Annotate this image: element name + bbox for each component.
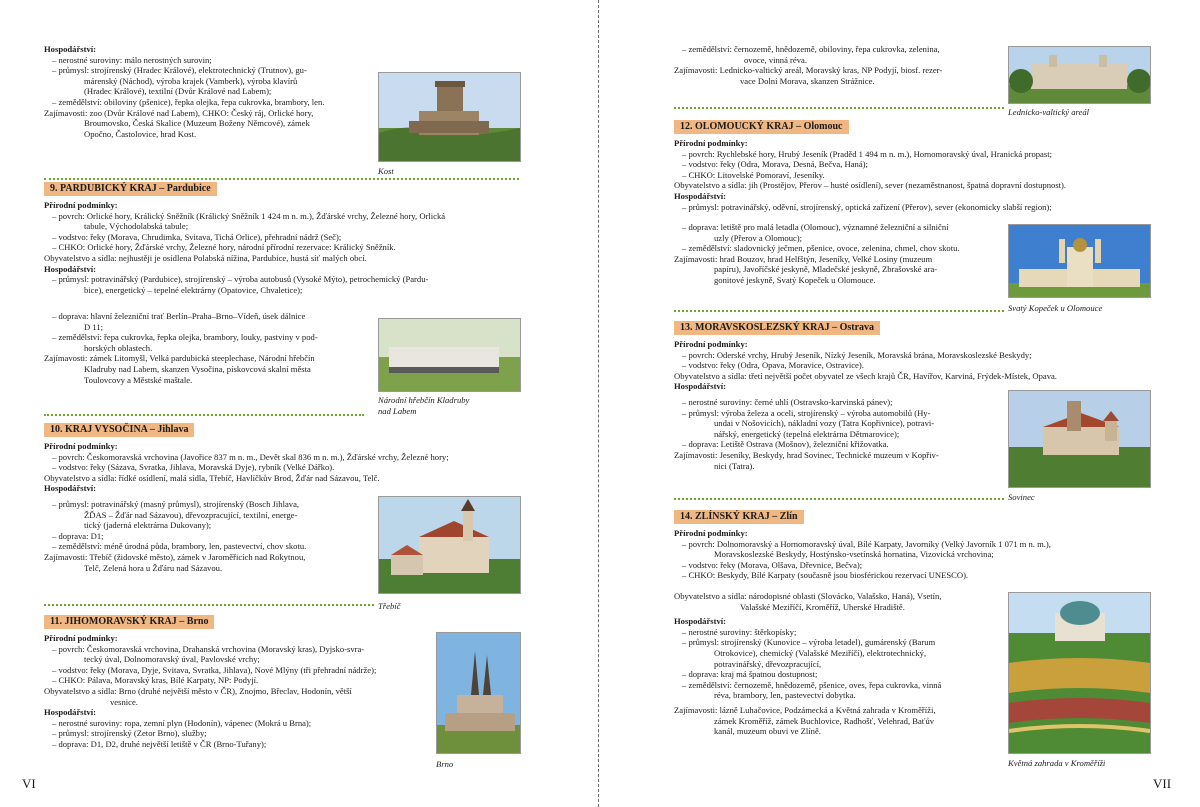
text-line: – vodstvo: řeky (Sázava, Svratka, Jihlava, Moravská Dyje), rybník (Velké Dářko). xyxy=(52,462,335,473)
text-line: Zajímavosti: Lednicko-valtický areál, Moravský kras, NP Podyjí, biosf. rezer- xyxy=(674,65,943,76)
page-gutter xyxy=(598,0,600,807)
section-label: Hospodářství: xyxy=(674,381,727,392)
text-line: – povrch: Českomoravská vrchovina, Drahanská vrchovina (Moravský kras), Dyjsko-svra- xyxy=(52,643,365,654)
photo-lednice xyxy=(1008,46,1151,104)
text-line: – zemědělství: méně úrodná půda, brambory, len, pastevectví, chov skotu. xyxy=(52,541,307,552)
jm-continuation xyxy=(674,44,1004,86)
text-line: Zajímavosti: zoo (Dvůr Králové nad Labem), CHKO: Český ráj, Orlické hory, xyxy=(44,107,314,118)
text-line: – vodstvo: řeky (Odra, Opava, Moravice, Ostravice). xyxy=(682,360,864,371)
page-number-left: VI xyxy=(22,776,36,791)
text-line: Obyvatelstvo a sídla: národopisné oblasti (Slovácko, Valašsko, Haná), Vsetín, xyxy=(674,591,942,601)
text-line: – zemědělství: obiloviny (pšenice), řepka olejka, řepa cukrovka, brambory, len. xyxy=(52,96,325,107)
text-line: Toulovcovy a Městské maštale. xyxy=(84,374,193,385)
text-line: – vodstvo: řeky (Odra, Morava, Desná, Bečva, Haná); xyxy=(682,159,868,170)
section-label: Hospodářství: xyxy=(44,263,97,274)
text-line: – doprava: letiště pro malá letadla (Olomouc), významné železniční a silniční xyxy=(682,222,949,232)
text-line: undai v Nošovicích), nákladní vozy (Tatra Kopřivnice), potravi- xyxy=(714,418,935,429)
text-line: Obyvatelstvo a sídla: nejhustěji je osídlena Polabská nížina, Pardubice, hustá síť malých obcí. xyxy=(44,252,367,263)
text-line: (Hradec Králové), textilní (Dvůr Králové nad Labem); xyxy=(84,86,272,97)
left-page xyxy=(0,0,598,807)
text-line: Opočno, Častolovice, hrad Kost. xyxy=(84,128,197,139)
photo-caption-brno: Brno xyxy=(436,759,454,769)
zlinsky-bottom xyxy=(674,591,1004,737)
section-label: Přírodní podmínky: xyxy=(44,633,118,643)
photo-caption-sovinec: Sovinec xyxy=(1008,492,1035,502)
olomoucky-top xyxy=(674,138,1154,212)
section-divider xyxy=(674,498,1004,500)
text-line: – průmysl: strojírenský (Hradec Králové), elektrotechnický (Trutnov), gu- xyxy=(52,65,307,76)
text-line: Kladruby nad Labem, skanzen Vysočina, pískovcová skalní města xyxy=(84,363,311,374)
text-line: – povrch: Dolnomoravský a Hornomoravský úval, Bílé Karpaty, Javorníky (Velký Javorník 1 071 m n. m.), xyxy=(682,538,1051,549)
section-header-jihomoravsky: 11. JIHOMORAVSKÝ KRAJ – Brno xyxy=(44,615,214,629)
text-line: – doprava: D1, D2, druhé největší letiště v ČR (Brno-Tuřany); xyxy=(52,738,267,749)
text-line: tický (jaderná elektrárna Dukovany); xyxy=(84,520,212,531)
text-line: – průmysl: potravinářský (masný průmysl), strojírenský (Bosch Jihlava, xyxy=(52,499,300,509)
text-line: Broumovsko, Česká Skalice (Muzeum Boženy Němcové), zámek xyxy=(84,118,310,129)
photo-caption-lednice: Lednicko-valtický areál xyxy=(1008,107,1090,117)
text-line: – vodstvo: řeky (Morava, Chrudimka, Svitava, Tichá Orlice), přehradní nádrž (Seč); xyxy=(52,231,342,242)
photo-kladruby xyxy=(378,318,521,392)
text-line: – CHKO: Litovelské Pomoraví, Jeseníky. xyxy=(682,169,825,180)
section-header-zlinsky: 14. ZLÍNSKÝ KRAJ – Zlín xyxy=(674,510,804,524)
text-line: – zemědělství: řepa cukrovka, řepka olejka, brambory, louky, pastviny v pod- xyxy=(52,332,318,343)
text-line: réva, brambory, len, pastevectví dobytka. xyxy=(714,690,856,701)
olomoucky-bottom xyxy=(674,222,1004,286)
section-header-pardubicky: 9. PARDUBICKÝ KRAJ – Pardubice xyxy=(44,182,217,196)
text-line: Telč, Zelená hora u Žďáru nad Sázavou. xyxy=(84,562,223,573)
vysocina-bottom xyxy=(44,499,374,573)
text-line: vace Dolní Morava, skanzen Strážnice. xyxy=(740,75,875,86)
text-line: – nerostné suroviny: štěrkopísky; xyxy=(682,626,797,637)
photo-caption-trebic: Třebíč xyxy=(378,601,401,611)
text-line: – průmysl: potravinářský, oděvní, strojírenský, optická zařízení (Přerov), sever (ekonomicky slabší region); xyxy=(682,201,1052,212)
text-line: – povrch: Oderské vrchy, Hrubý Jeseník, Nízký Jeseník, Moravská brána, Moravskoslezské Beskydy; xyxy=(682,349,1032,360)
text-line: vesnice. xyxy=(110,696,138,707)
photo-brno xyxy=(436,632,521,754)
text-line: – CHKO: Pálava, Moravský kras, Bílé Karpaty, NP: Podyjí. xyxy=(52,675,259,686)
page-number-right: VII xyxy=(1153,776,1172,791)
text-line: horských oblastech. xyxy=(84,342,153,353)
text-line: Moravskoslezské Beskydy, Hostýnsko-vsetínská hornatina, Vizovická vrchovina; xyxy=(714,549,994,560)
jihomoravsky-body xyxy=(44,633,434,750)
text-line: papíru), Javoříčské jeskyně, Mladečské jeskyně, Zbrašovské ara- xyxy=(714,264,938,275)
text-line: nářský, energetický (tepelná elektrárna Dětmarovice); xyxy=(714,428,900,439)
photo-caption-kost: Kost xyxy=(378,166,394,176)
text-line: – CHKO: Beskydy, Bílé Karpaty (současně jsou biosférickou rezervací UNESCO). xyxy=(682,570,969,581)
text-line: ovoce, vinná réva. xyxy=(744,54,807,65)
text-line: Obyvatelstvo a sídla: třetí největší počet obyvatel ze všech krajů ČR, Havířov, Karviná, Frýdek-Místek, Opava. xyxy=(674,370,1057,381)
text-line: – nerostné suroviny: málo nerostných surovin; xyxy=(52,54,212,65)
text-line: – průmysl: potravinářský (Pardubice), strojírenský – výroba autobusů (Vysoké Mýto), petrochemický (Pardu- xyxy=(52,274,429,285)
text-line: kanál, muzeum obuvi ve Zlíně. xyxy=(714,726,821,737)
section-header-olomoucky: 12. OLOMOUCKÝ KRAJ – Olomouc xyxy=(674,120,849,134)
vysocina-top xyxy=(44,441,524,494)
moravskoslezsky-top xyxy=(674,339,1154,392)
text-line: – doprava: Letiště Ostrava (Mošnov), železniční křižovatka. xyxy=(682,439,889,450)
text-line: Otrokovice), chemický (Valašské Meziříčí), elektrotechnický, xyxy=(714,647,927,658)
text-line: – doprava: hlavní železniční trať Berlín–Praha–Brno–Vídeň, úsek dálnice xyxy=(52,311,306,321)
text-line: – CHKO: Orlické hory, Žďárské vrchy, Železné hory, národní přírodní rezervace: Králický Sněžník. xyxy=(52,242,396,253)
zlinsky-top xyxy=(674,528,1154,581)
text-line: – zemědělství: sladovnický ječmen, pšenice, ovoce, zelenina, chmel, chov skotu. xyxy=(682,243,960,254)
section-label: Hospodářství: xyxy=(44,44,97,54)
photo-kromeriz xyxy=(1008,592,1151,754)
section-divider xyxy=(44,604,374,606)
section-label: Přírodní podmínky: xyxy=(674,339,748,349)
text-line: – zemědělství: černozemě, hnědozemě, pšenice, oves, řepa cukrovka, vinná xyxy=(682,679,942,690)
text-line: uzly (Přerov a Olomouc); xyxy=(714,232,803,243)
section-label: Hospodářství: xyxy=(674,616,727,627)
text-line: Obyvatelstvo a sídla: jih (Prostějov, Přerov – husté osídlení), sever (nezaměstnanost, špatná dopravní dostupnost). xyxy=(674,180,1067,191)
text-line: – zemědělství: černozemě, hnědozemě, obiloviny, řepa cukrovka, zelenina, xyxy=(682,44,940,54)
text-line: Valašské Meziříčí, Kroměříž, Uherské Hradiště. xyxy=(740,601,905,612)
text-line: tabule, Východolabská tabule; xyxy=(84,221,189,232)
section-label: Přírodní podmínky: xyxy=(44,200,118,210)
photo-caption-kladruby-2: nad Labem xyxy=(378,406,417,416)
text-line: Zajímavosti: zámek Litomyšl, Velká pardubická steeplechase, Národní hřebčín xyxy=(44,353,315,364)
text-line: – průmysl: výroba železa a oceli, strojírenský – výroba automobilů (Hy- xyxy=(682,407,931,418)
moravskoslezsky-bottom xyxy=(674,397,1004,471)
text-line: ŽĎAS – Žďár nad Sázavou), dřevozpracující, textilní, energe- xyxy=(84,509,298,520)
section-divider xyxy=(44,414,364,416)
pardubicky-top xyxy=(44,200,524,295)
text-line: D 11; xyxy=(84,321,104,332)
section-label: Přírodní podmínky: xyxy=(44,441,118,451)
section-divider xyxy=(674,107,1004,109)
text-line: márenský (Náchod), výroba krajek (Vamberk), výroba klavírů xyxy=(84,75,298,86)
photo-caption-kladruby: Národní hřebčín Kladruby xyxy=(378,395,470,405)
text-line: – povrch: Rychlebské hory, Hrubý Jeseník (Praděd 1 494 m n. m.), Hornomoravský úval, Hranická propast; xyxy=(682,148,1052,159)
text-line: – povrch: Českomoravská vrchovina (Javořice 837 m n. m., Devět skal 836 m n. m.), Žďárské vrchy, Železné hory; xyxy=(52,451,449,462)
text-line: potravinářský, dřevozpracující, xyxy=(714,658,822,669)
section-divider xyxy=(674,310,1004,312)
text-line: – vodstvo: řeky (Morava, Dyje, Svitava, Svratka, Jihlava), Nové Mlýny (tři přehradní nádrže); xyxy=(52,664,377,675)
section-label: Hospodářství: xyxy=(674,190,727,201)
text-line: Zajímavosti: lázně Luhačovice, Podzámecká a Květná zahrada v Kroměříži, xyxy=(674,704,936,715)
hradec-continuation xyxy=(44,44,374,139)
text-line: – průmysl: strojírenský (Zetor Brno), služby; xyxy=(52,728,207,739)
text-line: gonitové jeskyně, Svatý Kopeček u Olomouce. xyxy=(714,274,876,285)
text-line: nici (Tatra). xyxy=(714,460,755,471)
section-header-moravskoslezsky: 13. MORAVSKOSLEZSKÝ KRAJ – Ostrava xyxy=(674,321,880,335)
text-line: – průmysl: strojírenský (Kunovice – výroba letadel), gumárenský (Barum xyxy=(682,637,936,648)
text-line: – doprava: kraj má špatnou dostupnost; xyxy=(682,669,818,680)
text-line: zámek Kroměříž, zámek Buchlovice, Radhošť, Velehrad, Baťův xyxy=(714,715,935,726)
text-line: Obyvatelstvo a sídla: řídké osídlení, malá sídla, Třebíč, Havlíčkův Brod, Žďár nad Sázavou, Telč. xyxy=(44,472,380,483)
right-page xyxy=(602,0,1200,807)
text-line: – nerostné suroviny: černé uhlí (Ostravsko-karvinská pánev); xyxy=(682,397,893,407)
text-line: – vodstvo: řeky (Morava, Olšava, Dřevnice, Bečva); xyxy=(682,559,863,570)
photo-sovinec xyxy=(1008,390,1151,488)
section-label: Hospodářství: xyxy=(44,483,97,494)
section-label: Přírodní podmínky: xyxy=(674,138,748,148)
text-line: – nerostné suroviny: ropa, zemní plyn (Hodonín), vápenec (Mokrá u Brna); xyxy=(52,717,312,728)
text-line: – doprava: D1; xyxy=(52,530,104,541)
pardubicky-bottom xyxy=(44,311,374,385)
photo-caption-kromeriz: Květná zahrada v Kroměříži xyxy=(1008,758,1106,768)
section-label: Přírodní podmínky: xyxy=(674,528,748,538)
text-line: Zajímavosti: hrad Bouzov, hrad Helfštýn, Jeseníky, Velké Losiny (muzeum xyxy=(674,253,933,264)
text-line: Obyvatelstvo a sídla: Brno (druhé největší město v ČR), Znojmo, Břeclav, Hodonín, větší xyxy=(44,685,352,696)
section-label: Hospodářství: xyxy=(44,707,97,718)
text-line: tecký úval, Dolnomoravský úval, Pavlovské vrchy; xyxy=(84,654,260,665)
photo-kopecek xyxy=(1008,224,1151,298)
photo-kost xyxy=(378,72,521,162)
photo-caption-kopecek: Svatý Kopeček u Olomouce xyxy=(1008,303,1103,313)
photo-trebic xyxy=(378,496,521,594)
section-divider xyxy=(44,178,519,180)
text-line: Zajímavosti: Třebíč (židovské město), zámek v Jaroměřicích nad Rokytnou, xyxy=(44,551,306,562)
text-line: – povrch: Orlické hory, Králický Sněžník (Králický Sněžník 1 424 m n. m.), Žďárské vrchy, Železné hory, Orlická xyxy=(52,210,446,221)
text-line: bice), energetický – tepelné elektrárny (Opatovice, Chvaletice); xyxy=(84,284,303,295)
text-line: Zajímavosti: Jeseníky, Beskydy, hrad Sovinec, Technické muzeum v Kopřiv- xyxy=(674,449,939,460)
section-header-vysocina: 10. KRAJ VYSOČINA – Jihlava xyxy=(44,423,194,437)
